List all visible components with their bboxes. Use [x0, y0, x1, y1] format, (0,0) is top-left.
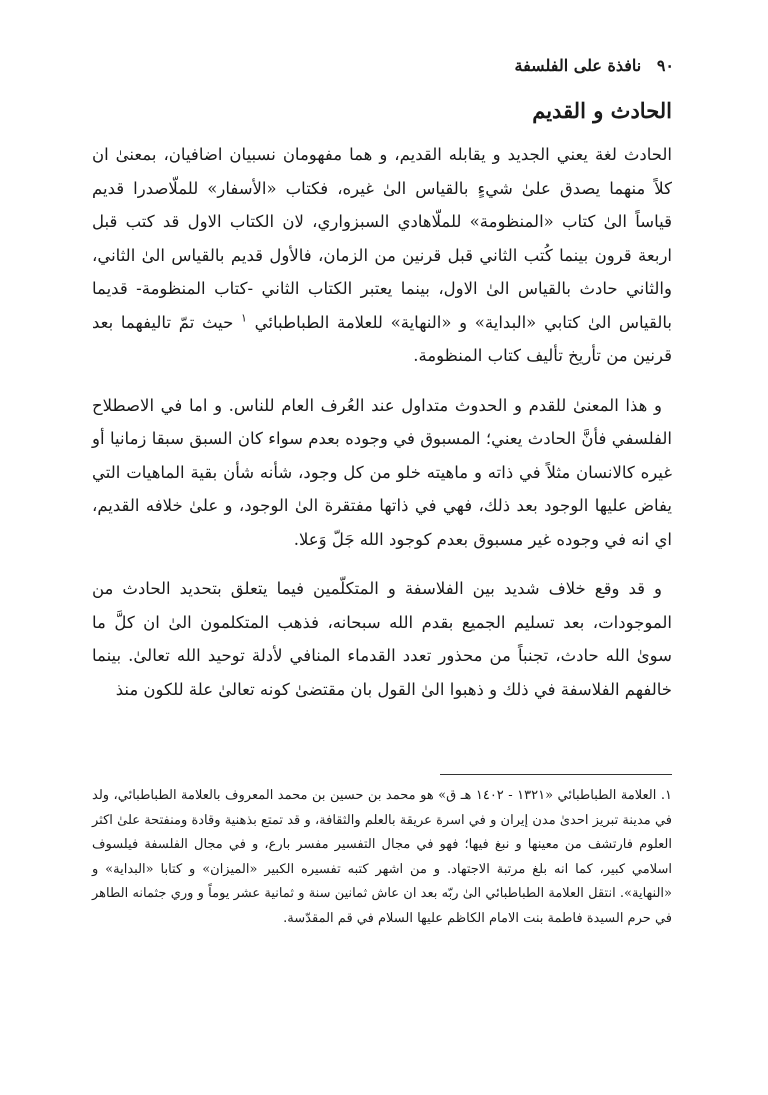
footnote: ١. العلامة الطباطبائي «١٣٢١ - ١٤٠٢ هـ ق» هو محمد بن حسين بن محمد المعروف بالعلامة الطباطبائي، ولد في مدينة تبريز احدىٰ مدن إيران و في اسرة عريقة بالعلم والثقافة، و قد تمتع بذهنية وقادة ومنفتحة علىٰ اكثر العلوم فارتشف من معينها و نبغ فيها؛ فهو في مجال التفسير مفسر بارع، و في مجال الفلسفة فيلسوف اسلامي كبير، كما انه بلغ مرتبة الاجتهاد. و من اشهر كتبه تفسيره الكبير «الميزان» و كتابا «البداية» و «النهاية». انتقل العلامة الطباطبائي الىٰ ربّه بعد ان عاش ثمانين سنة و ثمانية عشر يوماً و وري جثمانه الطاهر في حرم السيدة فاطمة بنت الامام الكاظم عليها السلام في قم المقدّسة.	[92, 788, 672, 926]
footnote-separator	[440, 774, 672, 775]
book-title: نافذة على الفلسفة	[514, 56, 642, 75]
section-title: الحادث و القديم	[532, 98, 672, 123]
running-header	[515, 56, 675, 75]
body-text	[92, 138, 672, 722]
paragraph-3: و قد وقع خلاف شديد بين الفلاسفة و المتكلّمين فيما يتعلق بتحديد الحادث من الموجودات، بعد تسليم الجميع بقدم الله سبحانه، فذهب المتكلمون الىٰ ان كلَّ ما سوىٰ الله حادث، تجنباً من محذور تعدد القدماء المنافي لأدلة توحيد الله تعالىٰ. بينما خالفهم الفلاسفة في ذلك و ذهبوا الىٰ القول بان مقتضىٰ كونه تعالىٰ علة للكون منذ	[92, 579, 672, 699]
paragraph-1-text: الحادث لغة يعني الجديد و يقابله القديم، و هما مفهومان نسبيان اضافيان، بمعنىٰ ان كلاً منهما يصدق علىٰ شيءٍ بالقياس الىٰ غيره، فكتاب «الأسفار» للملّاصدرا قديم قياساً الىٰ كتاب «المنظومة» للملّاهادي السبزواري، لان الكتاب الاول قد كتب قبل اربعة قرون بينما كُتب الثاني قبل قرنين من الزمان، فالأول قديم بالقياس الىٰ الثاني، والثاني حادث بالقياس الىٰ الاول، بينما يعتبر الكتاب الثاني -كتاب المنظومة- قديما بالقياس الىٰ كتابي «البداية» و «النهاية» للعلامة الطباطبائي	[92, 145, 673, 332]
footnote-reference: ١	[241, 311, 247, 324]
paragraph-1	[92, 138, 672, 373]
paragraph-2: و هذا المعنىٰ للقدم و الحدوث متداول عند العُرف العام للناس. و اما في الاصطلاح الفلسفي فأنَّ الحادث يعني؛ المسبوق في وجوده بعدم سواء كان السبق سبقا زمانيا أو غيره كالانسان مثلاً في ذاته و ماهيته خلو من كل وجود، شأنه شأن بقية الماهيات التي يفاض عليها الوجود بعد ذلك، فهي في ذاتها مفتقرة الىٰ الوجود، و علىٰ خلافه القديم، اي انه في وجوده غير مسبوق بعدم كوجود الله جَلّ وَعلا.	[92, 395, 672, 549]
paragraph-1-tail: حيث تمّ تاليفهما بعد قرنين من تأريخ تأليف كتاب المنظومة.	[92, 312, 672, 365]
page-number: ٩٠	[656, 56, 674, 75]
